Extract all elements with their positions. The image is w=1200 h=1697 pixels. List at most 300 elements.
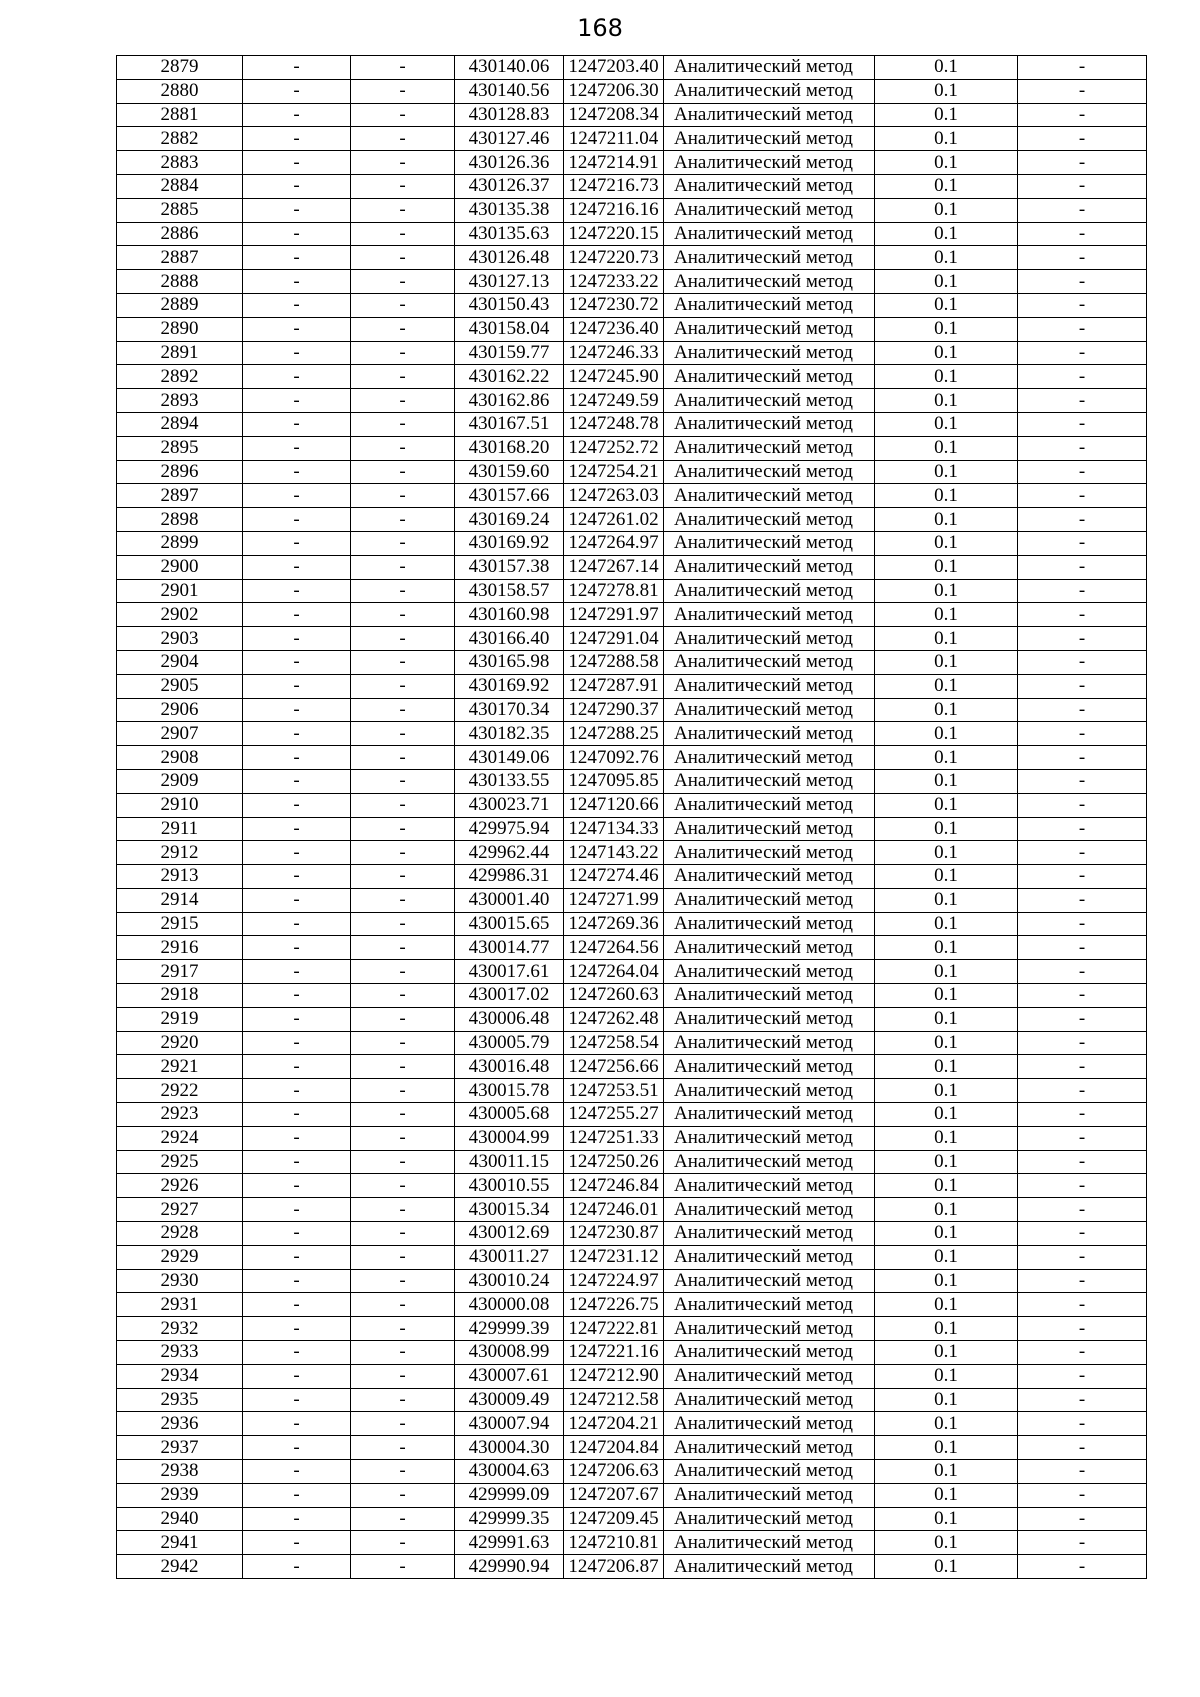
empty-value-cell: -	[243, 1198, 351, 1222]
empty-value-cell: -	[1018, 270, 1147, 294]
y-coordinate-cell: 1247211.04	[564, 127, 664, 151]
point-number-cell: 2930	[117, 1269, 243, 1293]
y-coordinate-cell: 1247256.66	[564, 1055, 664, 1079]
empty-value-cell: -	[351, 293, 455, 317]
method-cell: Аналитический метод	[664, 746, 875, 770]
table-row	[117, 555, 1147, 579]
empty-value-cell: -	[243, 1269, 351, 1293]
empty-value-cell: -	[351, 436, 455, 460]
x-coordinate-cell: 429975.94	[455, 817, 564, 841]
empty-value-cell: -	[1018, 650, 1147, 674]
empty-value-cell: -	[243, 1341, 351, 1365]
y-coordinate-cell: 1247264.56	[564, 936, 664, 960]
empty-value-cell: -	[243, 1531, 351, 1555]
empty-value-cell: -	[351, 317, 455, 341]
y-coordinate-cell: 1247092.76	[564, 746, 664, 770]
precision-cell: 0.1	[875, 56, 1018, 80]
empty-value-cell: -	[351, 1198, 455, 1222]
empty-value-cell: -	[1018, 1436, 1147, 1460]
empty-value-cell: -	[351, 412, 455, 436]
precision-cell: 0.1	[875, 508, 1018, 532]
table-row	[117, 769, 1147, 793]
y-coordinate-cell: 1247233.22	[564, 270, 664, 294]
empty-value-cell: -	[1018, 1245, 1147, 1269]
empty-value-cell: -	[243, 1555, 351, 1579]
empty-value-cell: -	[351, 1317, 455, 1341]
method-cell: Аналитический метод	[664, 1245, 875, 1269]
precision-cell: 0.1	[875, 960, 1018, 984]
y-coordinate-cell: 1247271.99	[564, 888, 664, 912]
table-row	[117, 1293, 1147, 1317]
x-coordinate-cell: 430168.20	[455, 436, 564, 460]
x-coordinate-cell: 429962.44	[455, 841, 564, 865]
empty-value-cell: -	[243, 484, 351, 508]
point-number-cell: 2933	[117, 1341, 243, 1365]
precision-cell: 0.1	[875, 603, 1018, 627]
precision-cell: 0.1	[875, 1150, 1018, 1174]
point-number-cell: 2884	[117, 174, 243, 198]
table-row	[117, 936, 1147, 960]
y-coordinate-cell: 1247263.03	[564, 484, 664, 508]
x-coordinate-cell: 430005.79	[455, 1031, 564, 1055]
y-coordinate-cell: 1247208.34	[564, 103, 664, 127]
point-number-cell: 2905	[117, 674, 243, 698]
precision-cell: 0.1	[875, 1507, 1018, 1531]
point-number-cell: 2882	[117, 127, 243, 151]
y-coordinate-cell: 1247254.21	[564, 460, 664, 484]
point-number-cell: 2912	[117, 841, 243, 865]
method-cell: Аналитический метод	[664, 698, 875, 722]
empty-value-cell: -	[351, 817, 455, 841]
point-number-cell: 2928	[117, 1222, 243, 1246]
y-coordinate-cell: 1247291.97	[564, 603, 664, 627]
y-coordinate-cell: 1247226.75	[564, 1293, 664, 1317]
method-cell: Аналитический метод	[664, 484, 875, 508]
empty-value-cell: -	[243, 222, 351, 246]
empty-value-cell: -	[351, 698, 455, 722]
empty-value-cell: -	[351, 936, 455, 960]
empty-value-cell: -	[1018, 603, 1147, 627]
empty-value-cell: -	[243, 960, 351, 984]
table-row	[117, 1126, 1147, 1150]
point-number-cell: 2932	[117, 1317, 243, 1341]
precision-cell: 0.1	[875, 1079, 1018, 1103]
empty-value-cell: -	[243, 531, 351, 555]
empty-value-cell: -	[243, 1293, 351, 1317]
table-row	[117, 174, 1147, 198]
y-coordinate-cell: 1247245.90	[564, 365, 664, 389]
empty-value-cell: -	[351, 1222, 455, 1246]
y-coordinate-cell: 1247264.97	[564, 531, 664, 555]
precision-cell: 0.1	[875, 365, 1018, 389]
y-coordinate-cell: 1247216.73	[564, 174, 664, 198]
empty-value-cell: -	[243, 246, 351, 270]
point-number-cell: 2909	[117, 769, 243, 793]
empty-value-cell: -	[243, 270, 351, 294]
empty-value-cell: -	[351, 1174, 455, 1198]
x-coordinate-cell: 430023.71	[455, 793, 564, 817]
table-row	[117, 1198, 1147, 1222]
empty-value-cell: -	[1018, 198, 1147, 222]
point-number-cell: 2885	[117, 198, 243, 222]
method-cell: Аналитический метод	[664, 436, 875, 460]
empty-value-cell: -	[351, 460, 455, 484]
table-row	[117, 1364, 1147, 1388]
empty-value-cell: -	[351, 151, 455, 175]
point-number-cell: 2936	[117, 1412, 243, 1436]
precision-cell: 0.1	[875, 1317, 1018, 1341]
empty-value-cell: -	[1018, 888, 1147, 912]
method-cell: Аналитический метод	[664, 1531, 875, 1555]
x-coordinate-cell: 430127.46	[455, 127, 564, 151]
y-coordinate-cell: 1247206.63	[564, 1460, 664, 1484]
empty-value-cell: -	[1018, 1126, 1147, 1150]
empty-value-cell: -	[1018, 817, 1147, 841]
precision-cell: 0.1	[875, 1364, 1018, 1388]
method-cell: Аналитический метод	[664, 1150, 875, 1174]
x-coordinate-cell: 430140.06	[455, 56, 564, 80]
empty-value-cell: -	[1018, 1031, 1147, 1055]
precision-cell: 0.1	[875, 1031, 1018, 1055]
method-cell: Аналитический метод	[664, 246, 875, 270]
table-row	[117, 436, 1147, 460]
point-number-cell: 2896	[117, 460, 243, 484]
x-coordinate-cell: 430127.13	[455, 270, 564, 294]
empty-value-cell: -	[351, 865, 455, 889]
point-number-cell: 2915	[117, 912, 243, 936]
x-coordinate-cell: 430011.15	[455, 1150, 564, 1174]
empty-value-cell: -	[1018, 698, 1147, 722]
empty-value-cell: -	[243, 555, 351, 579]
empty-value-cell: -	[243, 1007, 351, 1031]
x-coordinate-cell: 430150.43	[455, 293, 564, 317]
x-coordinate-cell: 430128.83	[455, 103, 564, 127]
method-cell: Аналитический метод	[664, 103, 875, 127]
y-coordinate-cell: 1247267.14	[564, 555, 664, 579]
point-number-cell: 2902	[117, 603, 243, 627]
x-coordinate-cell: 430012.69	[455, 1222, 564, 1246]
point-number-cell: 2922	[117, 1079, 243, 1103]
empty-value-cell: -	[1018, 484, 1147, 508]
empty-value-cell: -	[243, 1079, 351, 1103]
point-number-cell: 2886	[117, 222, 243, 246]
table-row	[117, 960, 1147, 984]
point-number-cell: 2903	[117, 627, 243, 651]
method-cell: Аналитический метод	[664, 1483, 875, 1507]
table-row	[117, 198, 1147, 222]
y-coordinate-cell: 1247207.67	[564, 1483, 664, 1507]
table-row	[117, 1317, 1147, 1341]
empty-value-cell: -	[1018, 1555, 1147, 1579]
table-row	[117, 865, 1147, 889]
empty-value-cell: -	[243, 793, 351, 817]
method-cell: Аналитический метод	[664, 555, 875, 579]
method-cell: Аналитический метод	[664, 960, 875, 984]
empty-value-cell: -	[1018, 1531, 1147, 1555]
y-coordinate-cell: 1247236.40	[564, 317, 664, 341]
empty-value-cell: -	[1018, 960, 1147, 984]
empty-value-cell: -	[351, 1103, 455, 1127]
method-cell: Аналитический метод	[664, 531, 875, 555]
y-coordinate-cell: 1247288.58	[564, 650, 664, 674]
empty-value-cell: -	[351, 174, 455, 198]
empty-value-cell: -	[1018, 246, 1147, 270]
table-body	[117, 56, 1147, 1579]
x-coordinate-cell: 430126.48	[455, 246, 564, 270]
empty-value-cell: -	[1018, 627, 1147, 651]
empty-value-cell: -	[243, 888, 351, 912]
empty-value-cell: -	[243, 650, 351, 674]
point-number-cell: 2916	[117, 936, 243, 960]
precision-cell: 0.1	[875, 1055, 1018, 1079]
x-coordinate-cell: 430011.27	[455, 1245, 564, 1269]
table-row	[117, 1412, 1147, 1436]
point-number-cell: 2937	[117, 1436, 243, 1460]
point-number-cell: 2879	[117, 56, 243, 80]
x-coordinate-cell: 430159.77	[455, 341, 564, 365]
method-cell: Аналитический метод	[664, 222, 875, 246]
method-cell: Аналитический метод	[664, 341, 875, 365]
point-number-cell: 2910	[117, 793, 243, 817]
table-row	[117, 841, 1147, 865]
empty-value-cell: -	[351, 1507, 455, 1531]
precision-cell: 0.1	[875, 317, 1018, 341]
empty-value-cell: -	[351, 1388, 455, 1412]
empty-value-cell: -	[1018, 389, 1147, 413]
empty-value-cell: -	[1018, 341, 1147, 365]
empty-value-cell: -	[1018, 1269, 1147, 1293]
point-number-cell: 2883	[117, 151, 243, 175]
empty-value-cell: -	[1018, 769, 1147, 793]
method-cell: Аналитический метод	[664, 127, 875, 151]
empty-value-cell: -	[243, 746, 351, 770]
method-cell: Аналитический метод	[664, 56, 875, 80]
y-coordinate-cell: 1247251.33	[564, 1126, 664, 1150]
empty-value-cell: -	[1018, 103, 1147, 127]
empty-value-cell: -	[351, 579, 455, 603]
precision-cell: 0.1	[875, 1412, 1018, 1436]
table-row	[117, 1245, 1147, 1269]
method-cell: Аналитический метод	[664, 1412, 875, 1436]
method-cell: Аналитический метод	[664, 579, 875, 603]
empty-value-cell: -	[243, 1436, 351, 1460]
precision-cell: 0.1	[875, 151, 1018, 175]
method-cell: Аналитический метод	[664, 1317, 875, 1341]
empty-value-cell: -	[1018, 1483, 1147, 1507]
table-row	[117, 674, 1147, 698]
y-coordinate-cell: 1247210.81	[564, 1531, 664, 1555]
point-number-cell: 2900	[117, 555, 243, 579]
y-coordinate-cell: 1247230.87	[564, 1222, 664, 1246]
method-cell: Аналитический метод	[664, 1364, 875, 1388]
empty-value-cell: -	[1018, 1341, 1147, 1365]
method-cell: Аналитический метод	[664, 151, 875, 175]
empty-value-cell: -	[1018, 865, 1147, 889]
precision-cell: 0.1	[875, 1555, 1018, 1579]
empty-value-cell: -	[1018, 436, 1147, 460]
point-number-cell: 2926	[117, 1174, 243, 1198]
precision-cell: 0.1	[875, 865, 1018, 889]
table-row	[117, 246, 1147, 270]
method-cell: Аналитический метод	[664, 1460, 875, 1484]
table-row	[117, 317, 1147, 341]
table-row	[117, 1150, 1147, 1174]
y-coordinate-cell: 1247248.78	[564, 412, 664, 436]
empty-value-cell: -	[351, 198, 455, 222]
x-coordinate-cell: 430017.02	[455, 984, 564, 1008]
empty-value-cell: -	[351, 1269, 455, 1293]
precision-cell: 0.1	[875, 1483, 1018, 1507]
empty-value-cell: -	[351, 1007, 455, 1031]
precision-cell: 0.1	[875, 79, 1018, 103]
y-coordinate-cell: 1247252.72	[564, 436, 664, 460]
x-coordinate-cell: 430157.38	[455, 555, 564, 579]
x-coordinate-cell: 430006.48	[455, 1007, 564, 1031]
point-number-cell: 2940	[117, 1507, 243, 1531]
y-coordinate-cell: 1247249.59	[564, 389, 664, 413]
x-coordinate-cell: 430004.30	[455, 1436, 564, 1460]
point-number-cell: 2934	[117, 1364, 243, 1388]
empty-value-cell: -	[1018, 793, 1147, 817]
empty-value-cell: -	[351, 1531, 455, 1555]
y-coordinate-cell: 1247291.04	[564, 627, 664, 651]
table-row	[117, 341, 1147, 365]
y-coordinate-cell: 1247246.33	[564, 341, 664, 365]
empty-value-cell: -	[1018, 508, 1147, 532]
y-coordinate-cell: 1247278.81	[564, 579, 664, 603]
precision-cell: 0.1	[875, 1388, 1018, 1412]
table-row	[117, 1103, 1147, 1127]
empty-value-cell: -	[1018, 912, 1147, 936]
x-coordinate-cell: 430004.63	[455, 1460, 564, 1484]
empty-value-cell: -	[243, 293, 351, 317]
method-cell: Аналитический метод	[664, 722, 875, 746]
table-row	[117, 484, 1147, 508]
precision-cell: 0.1	[875, 817, 1018, 841]
table-row	[117, 650, 1147, 674]
empty-value-cell: -	[351, 912, 455, 936]
y-coordinate-cell: 1247274.46	[564, 865, 664, 889]
method-cell: Аналитический метод	[664, 1507, 875, 1531]
empty-value-cell: -	[351, 103, 455, 127]
empty-value-cell: -	[243, 1412, 351, 1436]
x-coordinate-cell: 429999.39	[455, 1317, 564, 1341]
empty-value-cell: -	[243, 151, 351, 175]
empty-value-cell: -	[243, 412, 351, 436]
method-cell: Аналитический метод	[664, 769, 875, 793]
empty-value-cell: -	[243, 1507, 351, 1531]
y-coordinate-cell: 1247134.33	[564, 817, 664, 841]
empty-value-cell: -	[243, 579, 351, 603]
empty-value-cell: -	[243, 436, 351, 460]
x-coordinate-cell: 430010.24	[455, 1269, 564, 1293]
empty-value-cell: -	[243, 389, 351, 413]
empty-value-cell: -	[1018, 1364, 1147, 1388]
precision-cell: 0.1	[875, 674, 1018, 698]
empty-value-cell: -	[243, 769, 351, 793]
method-cell: Аналитический метод	[664, 1388, 875, 1412]
method-cell: Аналитический метод	[664, 1079, 875, 1103]
point-number-cell: 2893	[117, 389, 243, 413]
point-number-cell: 2898	[117, 508, 243, 532]
empty-value-cell: -	[1018, 674, 1147, 698]
precision-cell: 0.1	[875, 698, 1018, 722]
y-coordinate-cell: 1247206.30	[564, 79, 664, 103]
method-cell: Аналитический метод	[664, 1126, 875, 1150]
x-coordinate-cell: 430009.49	[455, 1388, 564, 1412]
point-number-cell: 2892	[117, 365, 243, 389]
precision-cell: 0.1	[875, 1531, 1018, 1555]
precision-cell: 0.1	[875, 293, 1018, 317]
precision-cell: 0.1	[875, 484, 1018, 508]
x-coordinate-cell: 430162.22	[455, 365, 564, 389]
table-row	[117, 151, 1147, 175]
x-coordinate-cell: 430158.57	[455, 579, 564, 603]
precision-cell: 0.1	[875, 841, 1018, 865]
y-coordinate-cell: 1247258.54	[564, 1031, 664, 1055]
empty-value-cell: -	[351, 984, 455, 1008]
method-cell: Аналитический метод	[664, 912, 875, 936]
precision-cell: 0.1	[875, 389, 1018, 413]
x-coordinate-cell: 430158.04	[455, 317, 564, 341]
x-coordinate-cell: 430135.38	[455, 198, 564, 222]
precision-cell: 0.1	[875, 460, 1018, 484]
precision-cell: 0.1	[875, 198, 1018, 222]
empty-value-cell: -	[351, 746, 455, 770]
empty-value-cell: -	[351, 1031, 455, 1055]
x-coordinate-cell: 430017.61	[455, 960, 564, 984]
x-coordinate-cell: 430014.77	[455, 936, 564, 960]
point-number-cell: 2907	[117, 722, 243, 746]
precision-cell: 0.1	[875, 222, 1018, 246]
point-number-cell: 2891	[117, 341, 243, 365]
table-row	[117, 1341, 1147, 1365]
method-cell: Аналитический метод	[664, 1103, 875, 1127]
method-cell: Аналитический метод	[664, 984, 875, 1008]
method-cell: Аналитический метод	[664, 1031, 875, 1055]
point-number-cell: 2942	[117, 1555, 243, 1579]
empty-value-cell: -	[351, 1245, 455, 1269]
point-number-cell: 2914	[117, 888, 243, 912]
method-cell: Аналитический метод	[664, 1555, 875, 1579]
y-coordinate-cell: 1247143.22	[564, 841, 664, 865]
point-number-cell: 2919	[117, 1007, 243, 1031]
empty-value-cell: -	[1018, 317, 1147, 341]
precision-cell: 0.1	[875, 627, 1018, 651]
empty-value-cell: -	[243, 174, 351, 198]
method-cell: Аналитический метод	[664, 888, 875, 912]
table-row	[117, 912, 1147, 936]
point-number-cell: 2901	[117, 579, 243, 603]
method-cell: Аналитический метод	[664, 1055, 875, 1079]
empty-value-cell: -	[243, 698, 351, 722]
table-row	[117, 460, 1147, 484]
empty-value-cell: -	[243, 317, 351, 341]
y-coordinate-cell: 1247209.45	[564, 1507, 664, 1531]
empty-value-cell: -	[351, 1055, 455, 1079]
point-number-cell: 2918	[117, 984, 243, 1008]
empty-value-cell: -	[1018, 1222, 1147, 1246]
precision-cell: 0.1	[875, 579, 1018, 603]
precision-cell: 0.1	[875, 103, 1018, 127]
precision-cell: 0.1	[875, 555, 1018, 579]
empty-value-cell: -	[1018, 151, 1147, 175]
empty-value-cell: -	[351, 1364, 455, 1388]
x-coordinate-cell: 430169.92	[455, 674, 564, 698]
y-coordinate-cell: 1247253.51	[564, 1079, 664, 1103]
x-coordinate-cell: 430157.66	[455, 484, 564, 508]
method-cell: Аналитический метод	[664, 317, 875, 341]
